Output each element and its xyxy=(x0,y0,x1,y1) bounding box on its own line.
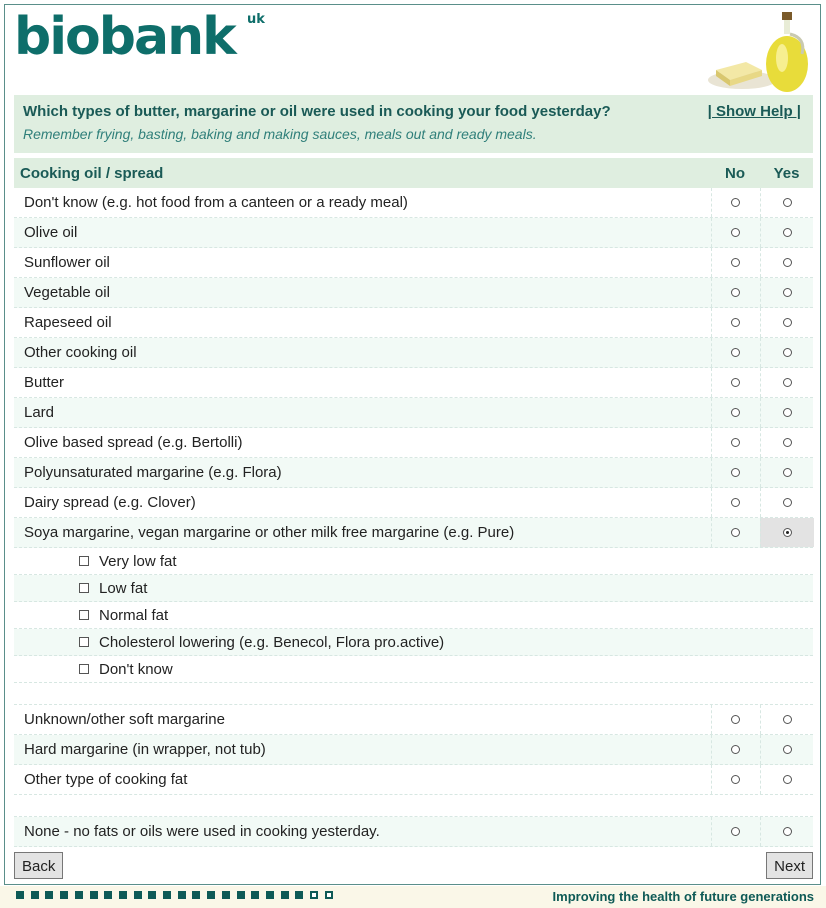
row-label: None - no fats or oils were used in cooking yesterday. xyxy=(24,823,380,840)
column-header-no: No xyxy=(725,165,745,182)
no-cell xyxy=(711,735,760,764)
table-row xyxy=(14,248,813,278)
table-row xyxy=(14,488,813,518)
row-label: Other cooking oil xyxy=(24,344,137,361)
yes-cell xyxy=(760,248,814,277)
progress-square xyxy=(178,891,186,899)
progress-square xyxy=(281,891,289,899)
progress-square xyxy=(45,891,53,899)
progress-square xyxy=(325,891,333,899)
yes-cell xyxy=(760,705,814,734)
no-cell xyxy=(711,518,760,547)
no-cell xyxy=(711,368,760,397)
no-cell xyxy=(711,338,760,367)
table-row xyxy=(14,218,813,248)
back-button[interactable]: Back xyxy=(14,852,63,879)
table-row xyxy=(14,278,813,308)
logo-uk-suffix: uk xyxy=(247,12,265,27)
row-label: Vegetable oil xyxy=(24,284,110,301)
table-row xyxy=(14,817,813,847)
yes-radio[interactable] xyxy=(783,228,792,237)
progress-square xyxy=(163,891,171,899)
row-label: Polyunsaturated margarine (e.g. Flora) xyxy=(24,464,282,481)
show-help-link[interactable]: | Show Help | xyxy=(707,103,801,120)
row-label: Rapeseed oil xyxy=(24,314,112,331)
row-label: Butter xyxy=(24,374,65,391)
sub-option-label: Don't know xyxy=(99,661,173,678)
yes-cell xyxy=(760,218,814,247)
no-radio[interactable] xyxy=(731,438,740,447)
yes-radio[interactable] xyxy=(783,258,792,267)
yes-radio[interactable] xyxy=(783,827,792,836)
progress-square xyxy=(31,891,39,899)
table-row xyxy=(14,735,813,765)
no-radio[interactable] xyxy=(731,378,740,387)
yes-radio[interactable] xyxy=(783,198,792,207)
sub-option-label: Low fat xyxy=(99,580,148,597)
row-label: Olive oil xyxy=(24,224,78,241)
yes-radio[interactable] xyxy=(783,378,792,387)
yes-cell xyxy=(760,278,814,307)
sub-option-row xyxy=(14,602,813,629)
no-cell xyxy=(711,248,760,277)
table-row xyxy=(14,398,813,428)
sub-option-row xyxy=(14,629,813,656)
yes-radio[interactable] xyxy=(783,745,792,754)
no-cell xyxy=(711,458,760,487)
no-cell xyxy=(711,308,760,337)
sub-option-checkbox[interactable] xyxy=(79,664,89,674)
no-cell xyxy=(711,428,760,457)
progress-square xyxy=(295,891,303,899)
yes-cell xyxy=(760,428,814,457)
yes-radio[interactable] xyxy=(783,775,792,784)
no-radio[interactable] xyxy=(731,198,740,207)
row-label: Don't know (e.g. hot food from a canteen or a ready meal) xyxy=(24,194,408,211)
row-label: Unknown/other soft margarine xyxy=(24,711,225,728)
no-cell xyxy=(711,488,760,517)
progress-square xyxy=(60,891,68,899)
progress-square xyxy=(134,891,142,899)
yes-cell xyxy=(760,518,814,547)
no-radio[interactable] xyxy=(731,288,740,297)
yes-radio[interactable] xyxy=(783,288,792,297)
sub-option-label: Very low fat xyxy=(99,553,177,570)
yes-radio[interactable] xyxy=(783,715,792,724)
yes-radio[interactable] xyxy=(783,528,792,537)
row-label: Soya margarine, vegan margarine or other milk free margarine (e.g. Pure) xyxy=(24,524,515,541)
yes-cell xyxy=(760,308,814,337)
row-spacer xyxy=(14,795,813,817)
yes-radio[interactable] xyxy=(783,438,792,447)
table-row xyxy=(14,188,813,218)
biobank-logo: biobank xyxy=(14,7,235,67)
no-cell xyxy=(711,188,760,217)
no-radio[interactable] xyxy=(731,528,740,537)
table-row xyxy=(14,338,813,368)
yes-cell xyxy=(760,398,814,427)
no-cell xyxy=(711,705,760,734)
row-label: Hard margarine (in wrapper, not tub) xyxy=(24,741,266,758)
sub-option-label: Normal fat xyxy=(99,607,169,624)
yes-radio[interactable] xyxy=(783,468,792,477)
progress-square xyxy=(251,891,259,899)
sub-option-checkbox[interactable] xyxy=(79,583,89,593)
question-text: Which types of butter, margarine or oil were used in cooking your food yesterday? xyxy=(23,103,611,120)
yes-cell xyxy=(760,735,814,764)
question-subtext: Remember frying, basting, baking and making sauces, meals out and ready meals. xyxy=(23,126,537,142)
row-label: Sunflower oil xyxy=(24,254,110,271)
progress-square xyxy=(90,891,98,899)
progress-square xyxy=(75,891,83,899)
yes-cell xyxy=(760,488,814,517)
no-radio[interactable] xyxy=(731,468,740,477)
row-label: Dairy spread (e.g. Clover) xyxy=(24,494,196,511)
progress-square xyxy=(119,891,127,899)
column-header-yes: Yes xyxy=(773,165,800,182)
no-radio[interactable] xyxy=(731,745,740,754)
no-cell xyxy=(711,218,760,247)
no-cell xyxy=(711,278,760,307)
progress-square xyxy=(148,891,156,899)
row-label: Olive based spread (e.g. Bertolli) xyxy=(24,434,243,451)
row-spacer xyxy=(14,683,813,705)
no-cell xyxy=(711,765,760,794)
tagline: Improving the health of future generations xyxy=(552,889,814,904)
progress-square xyxy=(207,891,215,899)
table-row xyxy=(14,428,813,458)
yes-cell xyxy=(760,458,814,487)
no-radio[interactable] xyxy=(731,258,740,267)
row-label: Lard xyxy=(24,404,55,421)
row-label: Other type of cooking fat xyxy=(24,771,188,788)
yes-radio[interactable] xyxy=(783,348,792,357)
table-row xyxy=(14,368,813,398)
no-radio[interactable] xyxy=(731,408,740,417)
yes-cell xyxy=(760,368,814,397)
table-row xyxy=(14,765,813,795)
sub-option-row xyxy=(14,656,813,683)
no-radio[interactable] xyxy=(731,827,740,836)
progress-square xyxy=(104,891,112,899)
yes-radio[interactable] xyxy=(783,498,792,507)
progress-square xyxy=(192,891,200,899)
yes-cell xyxy=(760,817,814,846)
yes-radio[interactable] xyxy=(783,408,792,417)
table-row xyxy=(14,518,813,548)
no-radio[interactable] xyxy=(731,228,740,237)
no-radio[interactable] xyxy=(731,715,740,724)
yes-radio[interactable] xyxy=(783,318,792,327)
sub-option-checkbox[interactable] xyxy=(79,610,89,620)
yes-cell xyxy=(760,188,814,217)
question-box xyxy=(14,95,813,153)
no-radio[interactable] xyxy=(731,348,740,357)
sub-option-label: Cholesterol lowering (e.g. Benecol, Flora pro.active) xyxy=(99,634,445,651)
progress-square xyxy=(222,891,230,899)
table-row xyxy=(14,308,813,338)
yes-cell xyxy=(760,765,814,794)
next-button[interactable]: Next xyxy=(766,852,813,879)
progress-square xyxy=(310,891,318,899)
no-radio[interactable] xyxy=(731,318,740,327)
sub-option-checkbox[interactable] xyxy=(79,556,89,566)
no-cell xyxy=(711,398,760,427)
yes-cell xyxy=(760,338,814,367)
butter-oil-illustration xyxy=(706,10,810,94)
progress-square xyxy=(266,891,274,899)
table-row xyxy=(14,705,813,735)
progress-square xyxy=(237,891,245,899)
sub-option-checkbox[interactable] xyxy=(79,637,89,647)
progress-square xyxy=(16,891,24,899)
table-header xyxy=(14,158,813,188)
sub-option-row xyxy=(14,548,813,575)
column-header-item: Cooking oil / spread xyxy=(20,165,164,182)
sub-option-row xyxy=(14,575,813,602)
no-radio[interactable] xyxy=(731,498,740,507)
table-row xyxy=(14,458,813,488)
no-cell xyxy=(711,817,760,846)
no-radio[interactable] xyxy=(731,775,740,784)
footer xyxy=(0,886,826,908)
